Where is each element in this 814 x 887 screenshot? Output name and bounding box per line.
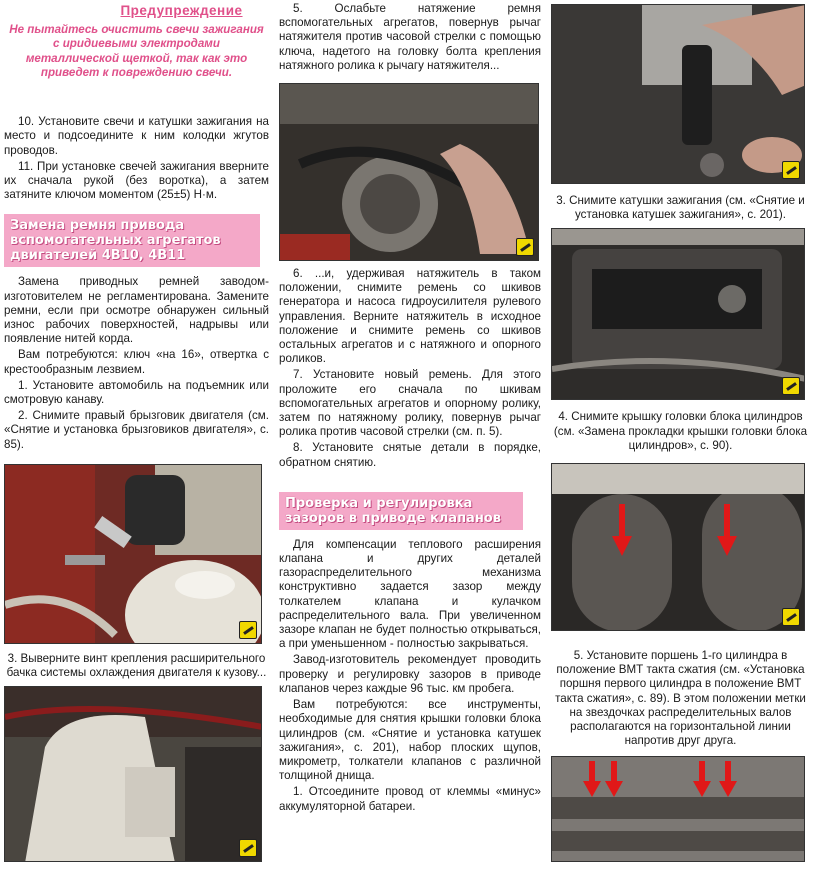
column-middle: [279, 0, 541, 816]
step-11: 11. При установке свечей зажигания вверните их сначала рукой (без воротка), а затем затяните ключом моментом (25±5) Н·м.: [4, 159, 269, 202]
tool-badge-icon: [782, 161, 800, 179]
tool-badge-icon: [782, 608, 800, 626]
warning-title: Предупреждение: [120, 3, 243, 18]
belt-intro: Замена приводных ремней заводом-изготовителем не регламентирована. Замените ремни, если при осмотре обнаружен сильный износ рабочих поверхностей, надрывы или появление нитей корда.: [4, 275, 269, 346]
photo-reservoir: [5, 687, 262, 862]
caption-step-6: 6. ...и, удерживая натяжитель в таком положении, снимите ремень со шкивов генератора и насоса гидроусилителя рулевого управления. Верните натяжитель в исходное положение и снимите ремень со шкивов остальных агрегатов и с натяжного и опорного роликов.: [279, 267, 541, 366]
tool-badge-icon: [516, 238, 534, 256]
step-10: 10. Установите свечи и катушки зажигания на место и подсоедините к ним колодки жгутов проводов.: [4, 115, 269, 157]
valve-para-3: Вам потребуются: все инструменты, необходимые для снятия крышки головки блока цилиндров (см. «Снятие и установка катушек зажигания», с. 201), набор плоских щупов, микрометр, толкатели клапанов с различной толщиной днища.: [279, 698, 541, 783]
caption-step-3-coils: 3. Снимите катушки зажигания (см. «Снятие и установка катушек зажигания», с. 201).: [556, 194, 805, 222]
tools-needed: Вам потребуются: ключ «на 16», отвертка с крестообразным лезвием.: [4, 348, 269, 376]
tool-badge-icon: [239, 621, 257, 639]
step-2: 2. Снимите правый брызговик двигателя (см. «Снятие и установка брызговиков двигателя», с. 85).: [4, 409, 269, 451]
warning-text: Не пытайтесь очистить свечи зажигания с иридиевыми электродами металлической щеткой, так как это приведет к повреждению свечи.: [9, 23, 264, 79]
photo-step-4: [4, 686, 262, 862]
tool-badge-icon: [782, 377, 800, 395]
valve-para-2: Завод-изготовитель рекомендует проводить проверку и регулировку зазоров в приводе клапанов через каждые 96 тыс. км пробега.: [279, 653, 541, 695]
section-belt-title: Замена ремня привода вспомогательных агрегатов двигателей 4B10, 4B11: [4, 214, 260, 267]
column-left: [4, 0, 269, 862]
photo-belt-tensioner: [280, 84, 539, 261]
caption-step-3: 3. Выверните винт крепления расширительного бачка системы охлаждения двигателя к кузову...: [6, 651, 267, 680]
caption-step-4-cover: 4. Снимите крышку головки блока цилиндров (см. «Замена прокладки крышки головки блока цилиндров», с. 90).: [553, 410, 808, 452]
photo-step-5: [279, 83, 539, 261]
tool-badge-icon: [239, 839, 257, 857]
step-7: 7. Установите новый ремень. Для этого проложите его сначала по шкивам вспомогательных агрегатов и опорному ролику, затем по натяжному ролику, повернув рычаг ролика против часовой стрелки (см. п. 5).: [279, 368, 541, 439]
step-8: 8. Установите снятые детали в порядке, обратном снятию.: [279, 441, 541, 469]
valve-para-1: Для компенсации теплового расширения клапана и других деталей газораспределительного механизма конструктивно задается зазор между толкателем клапана и кулачком распределительного вала. При увеличенном зазоре клапан не будет полностью открываться, а при уменьшенном - полностью закрываться.: [279, 537, 541, 651]
step-5: 5. Ослабьте натяжение ремня вспомогательных агрегатов, повернув рычаг натяжителя против часовой стрелки с помощью ключа, надетого на головку болта крепления натяжного ролика к рычагу натяжителя...: [279, 2, 541, 72]
step-1: 1. Установите автомобиль на подъемник или смотровую канаву.: [4, 378, 269, 407]
valve-step-1: 1. Отсоедините провод от клеммы «минус» аккумуляторной батареи.: [279, 785, 541, 813]
photo-ignition-coils: [551, 4, 805, 184]
photo-reservoir-screw: [5, 465, 262, 644]
caption-step-5-tdc: 5. Установите поршень 1-го цилиндра в положение ВМТ такта сжатия (см. «Установка поршня первого цилиндра в положение ВМТ такта сжатия», с. 89). В этом положении метки на звездочках распределительных валов располагаются на горизонтальной линии напротив друг друга.: [555, 649, 806, 748]
photo-coils: [552, 5, 805, 184]
photo-cover: [552, 229, 805, 400]
photo-cam-sprockets: [551, 463, 805, 631]
section-valve-title: Проверка и регулировка зазоров в приводе клапанов: [279, 492, 523, 530]
photo-camshaft-arrows: [552, 757, 805, 862]
column-right: [551, 0, 810, 862]
photo-camshafts: [551, 756, 805, 862]
photo-sprockets: [552, 464, 805, 631]
photo-step-3: [4, 464, 262, 644]
photo-valve-cover: [551, 228, 805, 400]
